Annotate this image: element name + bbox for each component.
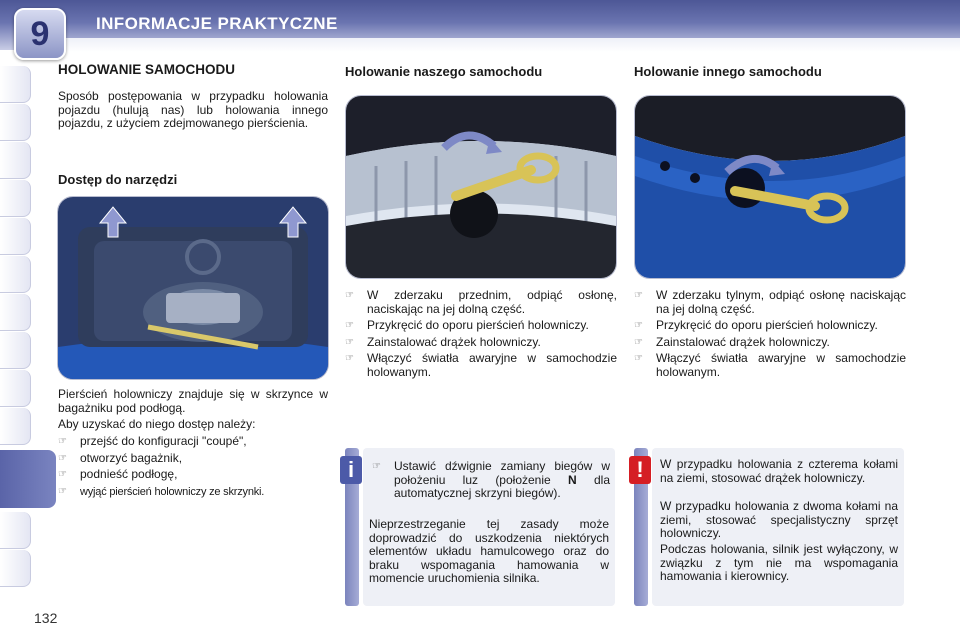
list-item: ☞ Przykręcić do oporu pierścień holowniczy. xyxy=(345,318,589,332)
list-item: ☞ przejść do konfiguracji "coupé", xyxy=(58,434,247,448)
rear-bumper-photo xyxy=(634,95,906,279)
chapter-tab[interactable] xyxy=(0,512,31,549)
pointing-hand-icon: ☞ xyxy=(634,353,643,364)
list-item: ☞ otworzyć bagażnik, xyxy=(58,450,183,465)
page-number: 132 xyxy=(34,610,58,626)
pointing-hand-icon: ☞ xyxy=(58,469,67,480)
front-bumper-photo xyxy=(345,95,617,279)
chapter-badge: 9 xyxy=(14,8,66,60)
info-bullet-list xyxy=(372,460,610,504)
chapter-tab[interactable] xyxy=(0,294,31,331)
chapter-tab[interactable] xyxy=(0,550,31,587)
chapter-tab[interactable] xyxy=(0,256,31,293)
list-item: ☞ wyjąć pierścień holowniczy ze skrzynki. xyxy=(58,485,265,498)
pointing-hand-icon: ☞ xyxy=(345,353,354,364)
ring-location-text: Pierścień holowniczy znajduje się w skrzynce w bagażniku pod podłogą. xyxy=(58,387,328,415)
trunk-photo xyxy=(57,196,329,380)
pointing-hand-icon: ☞ xyxy=(345,320,354,331)
list-item: ☞ W zderzaku tylnym, odpiąć osłonę naciskając na jej dolną część. xyxy=(634,288,906,316)
pointing-hand-icon: ☞ xyxy=(345,336,354,348)
access-heading: Dostęp do narzędzi xyxy=(58,172,178,187)
list-item: ☞ Włączyć światła awaryjne w samochodzie holowanym. xyxy=(634,351,906,379)
list-item: ☞ podnieść podłogę, xyxy=(58,467,178,481)
pointing-hand-icon: ☞ xyxy=(372,461,381,472)
info-text: Nieprzestrzeganie tej zasady może doprowadzić do uszkodzenia niektórych elementów układu hamulcowego oraz do braku wspomagania hamowania w momencie uruchomienia silnika. xyxy=(369,517,609,585)
other-car-heading: Holowanie innego samochodu xyxy=(634,64,822,79)
warning-text-2: W przypadku holowania z dwoma kołami na ziemi, stosować specjalistyczny sprzęt holowniczy. xyxy=(660,499,898,540)
chapter-tab[interactable] xyxy=(0,218,31,255)
pointing-hand-icon: ☞ xyxy=(634,290,643,301)
chapter-title: INFORMACJE PRAKTYCZNE xyxy=(96,14,338,33)
chapter-tab[interactable] xyxy=(0,408,31,445)
list-item: ☞ Zainstalować drążek holowniczy. xyxy=(345,334,541,349)
own-car-heading: Holowanie naszego samochodu xyxy=(345,64,543,79)
header-underline xyxy=(48,38,960,52)
warning-text-1: W przypadku holowania z czterema kołami na ziemi, stosować drążek holowniczy. xyxy=(660,457,898,485)
warning-text-3: Podczas holowania, silnik jest wyłączony, w związku z tym nie ma wspomagania hamowania i kierownicy. xyxy=(660,542,898,583)
access-intro-text: Aby uzyskać do niego dostęp należy: xyxy=(58,417,256,431)
own-car-steps xyxy=(345,289,617,382)
list-item: ☞ Przykręcić do oporu pierścień holowniczy. xyxy=(634,318,878,332)
pointing-hand-icon: ☞ xyxy=(634,320,643,331)
info-icon: i xyxy=(340,456,362,484)
chapter-tab[interactable] xyxy=(0,180,31,217)
chapter-tab[interactable] xyxy=(0,66,31,103)
pointing-hand-icon: ☞ xyxy=(58,485,67,497)
list-item: ☞ Włączyć światła awaryjne w samochodzie holowanym. xyxy=(345,351,617,379)
chapter-tab[interactable] xyxy=(0,142,31,179)
section-title: HOLOWANIE SAMOCHODU xyxy=(58,62,235,77)
intro-text: Sposób postępowania w przypadku holowania pojazdu (hulują nas) lub holowania innego pojazdu, z użyciem zdejmowanego pierścienia. xyxy=(58,89,328,130)
list-item: ☞ Ustawić dźwignie zamiany biegów w położeniu luz (położenie N dla automatycznej skrzyni biegów). xyxy=(372,459,610,500)
list-item: ☞ W zderzaku przednim, odpiąć osłonę, naciskając na jej dolną część. xyxy=(345,288,617,316)
warning-icon: ! xyxy=(629,456,651,484)
chapter-tab-active[interactable] xyxy=(0,450,56,508)
access-steps-list xyxy=(58,435,330,502)
pointing-hand-icon: ☞ xyxy=(58,436,67,447)
chapter-tab[interactable] xyxy=(0,370,31,407)
chapter-tab[interactable] xyxy=(0,332,31,369)
list-item: ☞ Zainstalować drążek holowniczy. xyxy=(634,334,830,349)
pointing-hand-icon: ☞ xyxy=(345,290,354,301)
chapter-tab[interactable] xyxy=(0,104,31,141)
pointing-hand-icon: ☞ xyxy=(634,336,643,348)
other-car-steps xyxy=(634,289,906,382)
pointing-hand-icon: ☞ xyxy=(58,452,67,464)
